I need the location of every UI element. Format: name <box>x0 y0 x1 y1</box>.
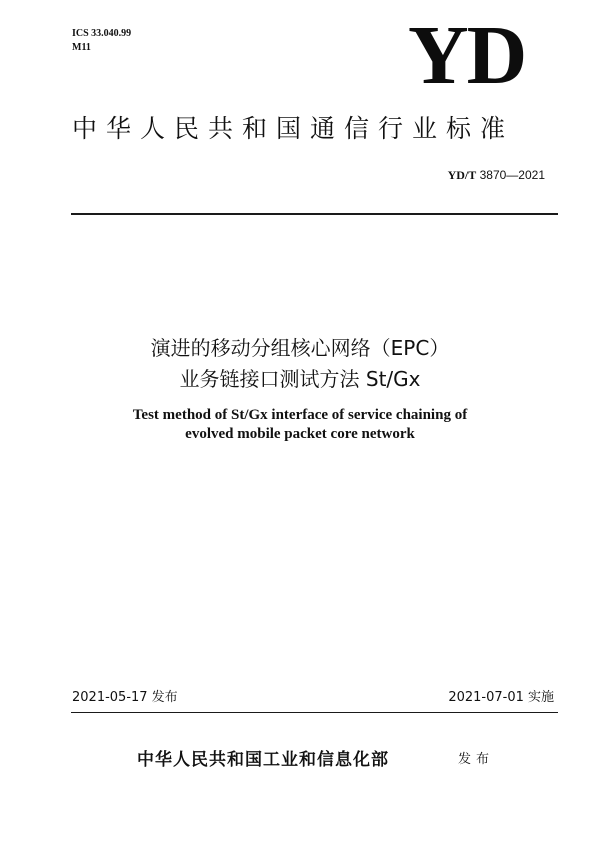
classification-codes <box>72 27 131 55</box>
implementation-date: 2021-07-01 实施 <box>448 690 554 705</box>
standard-number-value: 3870—2021 <box>476 168 545 182</box>
yd-logo: YD <box>408 9 526 102</box>
ics-code: ICS 33.040.99 <box>72 28 132 39</box>
english-title-line-1: Test method of St/Gx interface of service chaining of <box>132 407 468 423</box>
issue-date: 2021-05-17 发布 <box>72 690 178 705</box>
ccs-code: M11 <box>72 42 91 53</box>
chinese-title-line-1: 演进的移动分组核心网络（EPC） <box>150 336 450 360</box>
publish-label: 发布 <box>458 752 495 767</box>
english-title-line-2: evolved mobile packet core network <box>185 426 415 442</box>
bottom-divider <box>71 712 558 713</box>
top-divider <box>71 213 558 215</box>
chinese-title-line-2: 业务链接口测试方法 St/Gx <box>179 367 421 391</box>
standard-category-title: 中华人民共和国通信行业标准 <box>72 114 515 143</box>
standard-number-prefix: YD/T <box>447 168 477 182</box>
publisher-name: 中华人民共和国工业和信息化部 <box>137 750 389 770</box>
standard-number <box>448 168 545 183</box>
